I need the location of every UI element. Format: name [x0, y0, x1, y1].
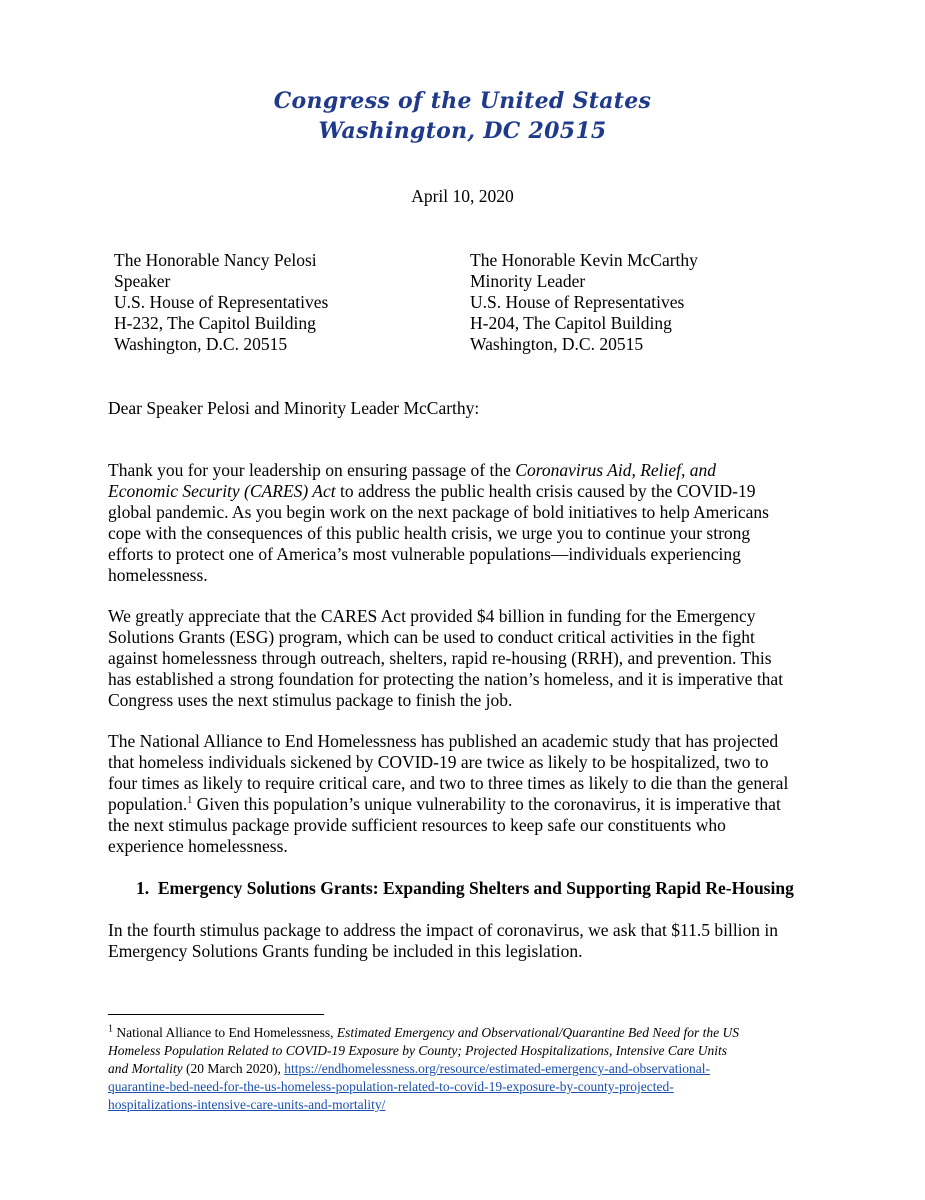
letterhead-line-2: Washington, DC 20515 — [318, 118, 607, 144]
salutation: Dear Speaker Pelosi and Minority Leader McCarthy: — [108, 398, 480, 418]
recipient-city: Washington, D.C. 20515 — [470, 334, 644, 354]
recipient-title: Minority Leader — [470, 271, 586, 291]
section-number: 1. — [136, 878, 150, 898]
recipient-pelosi — [114, 250, 328, 355]
paragraph-cares-act: We greatly appreciate that the CARES Act provided $4 billion in funding for the Emergency Solutions Grants (ESG) program, which can be used to conduct critical activities in the fight against homelessness through outreach, shelters, rapid re-housing (RRH), and prevention. This has established a strong foundation for protecting the nation’s homeless, and it is imperative that Congress uses the next stimulus package to finish the job. — [108, 606, 784, 710]
paragraph-request: In the fourth stimulus package to address the impact of coronavirus, we ask that $11.5 billion in Emergency Solutions Grants funding be included in this legislation. — [108, 920, 779, 961]
recipient-title: Speaker — [114, 271, 171, 291]
recipient-office: H-232, The Capitol Building — [114, 313, 316, 333]
letter-date: April 10, 2020 — [411, 186, 514, 206]
paragraph-study: The National Alliance to End Homelessness has published an academic study that has projected that homeless individuals sickened by COVID-19 are twice as likely to be hospitalized, two to four times as likely to require critical care, and two to three times as likely to die than the general population.$^1$ Given this population’s unique vulnerability to the coronavirus, it is imperative that the next stimulus package provide sufficient resources to keep safe our constituents who experience homelessness. — [108, 731, 789, 856]
footnote-marker: 1 — [108, 1023, 113, 1035]
footnote-link[interactable]: https://endhomelessness.org/resource/estimated-emergency-and-observational- — [284, 1061, 710, 1076]
footnote-link-cont[interactable]: quarantine-bed-need-for-the-us-homeless-population-related-to-covid-19-exposure-by-county-projected- — [108, 1079, 674, 1094]
recipient-mccarthy — [470, 250, 698, 355]
footnote-link-cont[interactable]: hospitalizations-intensive-care-units-and-mortality/ — [108, 1097, 386, 1112]
recipient-office: H-204, The Capitol Building — [470, 313, 672, 333]
recipient-org: U.S. House of Representatives — [470, 292, 685, 312]
recipient-city: Washington, D.C. 20515 — [114, 334, 288, 354]
paragraph-thanks: Thank you for your leadership on ensuring passage of the Coronavirus Aid, Relief, and Economic Security (CARES) Act to address the public health crisis caused by the COVID-19 global pandemic. As you begin work on the next package of bold initiatives to help Americans cope with the consequences of this public health crisis, we urge you to continue your strong efforts to protect one of America’s most vulnerable populations—individuals experiencing homelessness. — [108, 460, 769, 585]
recipient-org: U.S. House of Representatives — [114, 292, 329, 312]
footnote: $^1$ National Alliance to End Homelessness, Estimated Emergency and Observational/Quarantine Bed Need for the US Homeless Population Related to COVID-19 Exposure by County; Projected Hospitalizations, Intensive Care Units and Mortality (20 March 2020), https://endhomelessness.org/resource/estimated-emergency-and-observational- quarantine-bed-need-for-the-us-homeless-population-related-to-covid-19-exposure-by-county-projected- hospitalizations-intensive-care-units-and-mortality/ — [108, 1024, 828, 1114]
letterhead-line-1: Congress of the United States — [273, 88, 652, 114]
footnote-divider — [108, 1014, 324, 1015]
section-title: Emergency Solutions Grants: Expanding Shelters and Supporting Rapid Re-Housing — [157, 878, 794, 898]
recipient-name: The Honorable Nancy Pelosi — [114, 250, 317, 270]
recipient-name: The Honorable Kevin McCarthy — [470, 250, 698, 270]
section-heading — [136, 878, 794, 899]
letterhead — [0, 86, 925, 146]
footnote-ref[interactable]: 1 — [187, 795, 193, 807]
